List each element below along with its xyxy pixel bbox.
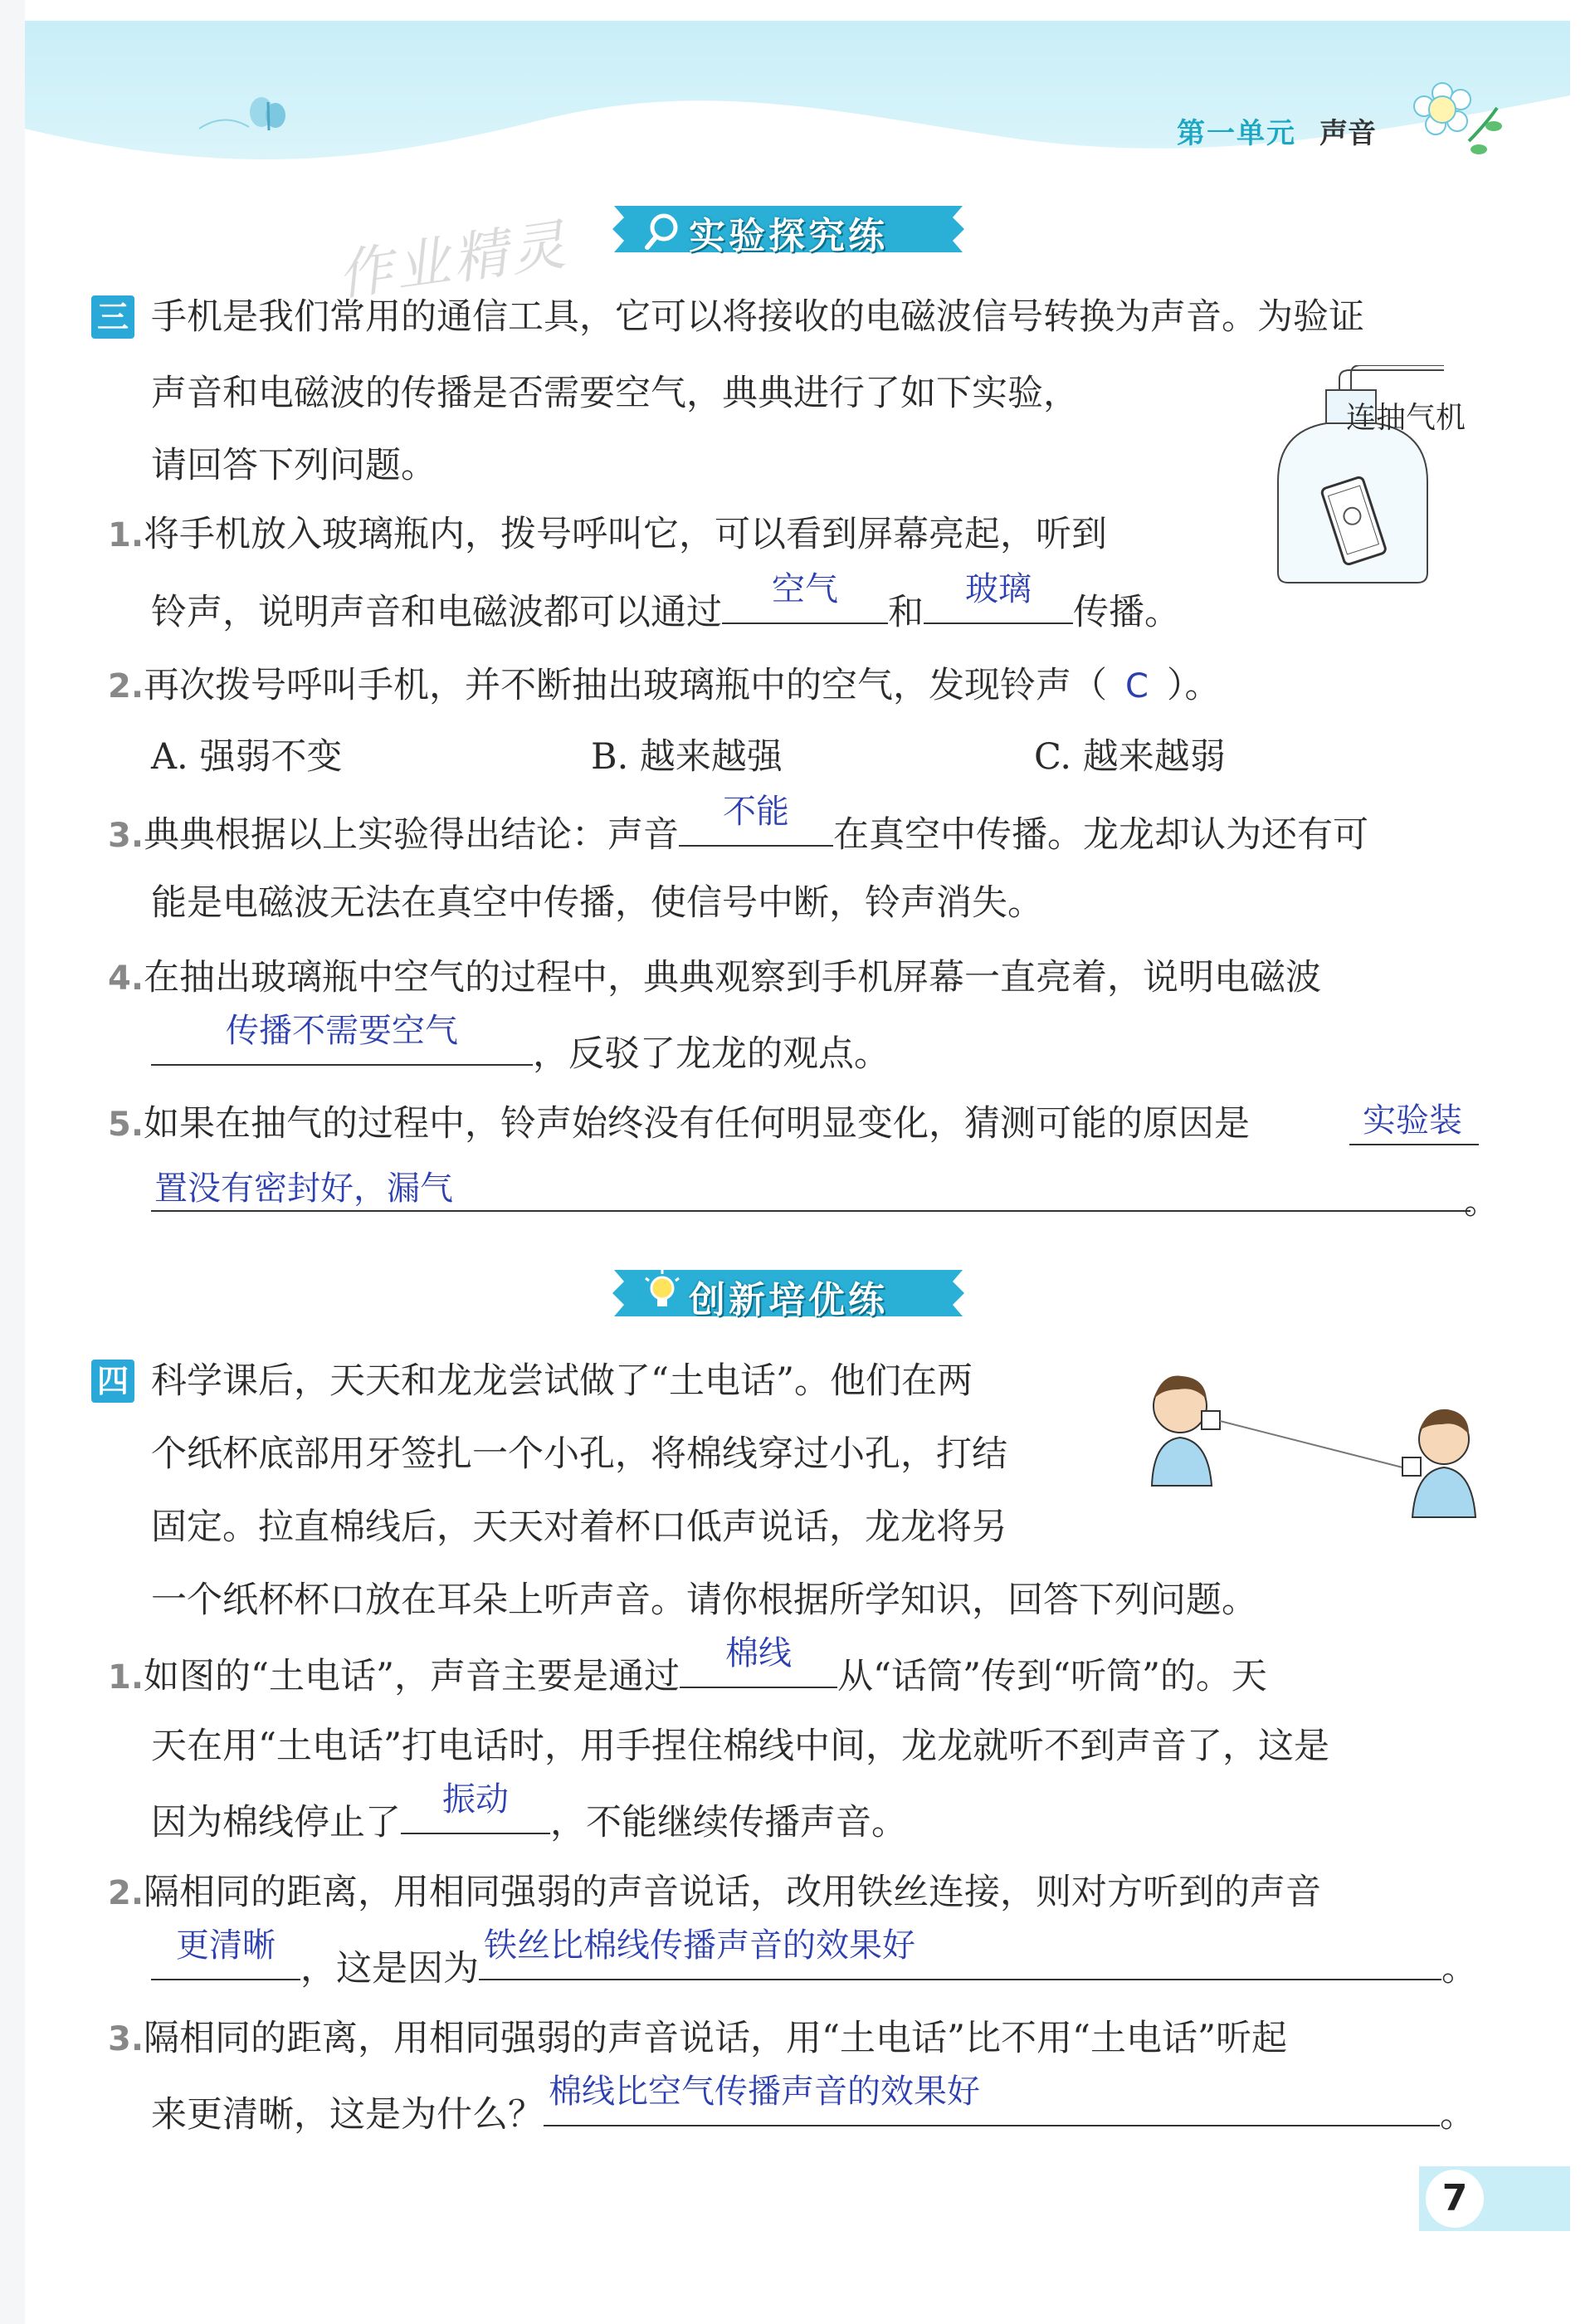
q4-s3-number: 3. — [108, 2020, 144, 2058]
tin-can-phone-figure — [1129, 1361, 1494, 1527]
page-edge — [0, 0, 25, 2324]
watermark: 作业精灵 — [333, 212, 573, 309]
q3-s1-blank1[interactable] — [722, 570, 888, 624]
q4-s3-answer: 棉线比空气传播声音的效果好 — [549, 2073, 980, 2111]
q4-intro-line3: 固定。拉直棉线后，天天对着杯口低声说话，龙龙将另 — [151, 1506, 1007, 1548]
q4-s3-blank[interactable] — [544, 2073, 1440, 2126]
innovation-banner-text: 创新培优练 — [689, 1279, 888, 1321]
q4-intro-line4: 一个纸杯杯口放在耳朵上听声音。请你根据所学知识，回答下列问题。 — [151, 1579, 1257, 1621]
q4-s1-text4: ，不能继续传播声音。 — [550, 1802, 907, 1843]
q4-s3-text2: 来更清晰，这是为什么？ — [151, 2094, 544, 2136]
q3-s1-line1 — [108, 510, 1107, 560]
q3-s4-text1: 在抽出玻璃瓶中空气的过程中，典典观察到手机屏幕一直亮着，说明电磁波 — [144, 957, 1322, 998]
q4-s2-text2: ，这是因为 — [300, 1948, 479, 1990]
q3-s3-text1: 典典根据以上实验得出结论：声音 — [144, 814, 680, 856]
q4-s1-line2: 天在用“土电话”打电话时，用手捏住棉线中间，龙龙就听不到声音了，这是 — [151, 1726, 1329, 1767]
q3-s4-line1 — [108, 953, 1321, 1003]
q3-s3-blank[interactable] — [679, 793, 833, 847]
q4-s3-line2 — [151, 2073, 1475, 2140]
q3-s5-text1: 如果在抽气的过程中，铃声始终没有任何明显变化，猜测可能的原因是 — [144, 1103, 1251, 1145]
q3-s5-rule2 — [151, 1210, 1471, 1212]
experiment-banner-text: 实验探究练 — [689, 215, 888, 257]
q3-s1-text2: 铃声，说明声音和电磁波都可以通过 — [151, 592, 722, 633]
experiment-banner — [606, 199, 971, 259]
q4-s2-blank2[interactable] — [479, 1926, 1441, 1980]
q3-s2-close: ）。 — [1166, 665, 1221, 706]
q3-intro-line3: 请回答下列问题。 — [151, 445, 437, 486]
question-4-badge: 四 — [91, 1360, 134, 1403]
q3-s2-answer: C — [1125, 667, 1149, 706]
q3-s1-answer1: 空气 — [772, 570, 838, 608]
unit-title: 声音 — [1319, 117, 1376, 150]
q4-s3-line1 — [108, 2014, 1287, 2064]
q3-s2-number: 2. — [108, 667, 144, 706]
q4-s1-answer1: 棉线 — [725, 1634, 792, 1672]
q3-s1-text3: 传播。 — [1073, 592, 1180, 633]
q4-s2-number: 2. — [108, 1874, 144, 1912]
butterfly-icon — [191, 79, 299, 145]
q3-s1-line2 — [151, 570, 1180, 637]
q4-s1-blank2[interactable] — [401, 1780, 550, 1834]
flower-icon — [1411, 75, 1510, 166]
page-number: 7 — [1426, 2170, 1484, 2228]
q3-s3-line2: 能是电磁波无法在真空中传播，使信号中断，铃声消失。 — [151, 882, 1043, 924]
q4-s2-answer1: 更清晰 — [176, 1926, 276, 1965]
q4-intro-line2: 个纸杯底部用牙签扎一个小孔，将棉线穿过小孔，打结 — [151, 1433, 1007, 1475]
q3-s2-text: 再次拨号呼叫手机，并不断抽出玻璃瓶中的空气，发现铃声（ — [144, 665, 1108, 706]
q3-s4-answer: 传播不需要空气 — [226, 1012, 458, 1050]
q4-s1-number: 1. — [108, 1658, 144, 1697]
q3-s3-line1 — [108, 793, 1369, 861]
q4-s2-line1 — [108, 1868, 1321, 1918]
q3-s4-line2 — [151, 1012, 890, 1079]
q3-s3-answer: 不能 — [723, 793, 790, 831]
q4-s2-line2 — [151, 1926, 1477, 1994]
q3-s1-and: 和 — [888, 592, 924, 633]
q3-s2-option-c[interactable]: C. 越来越弱 — [1034, 736, 1226, 778]
question-3-badge: 三 — [91, 295, 134, 339]
q3-s5-answer-part1: 实验装 — [1363, 1101, 1462, 1140]
q4-s2-blank1[interactable] — [151, 1926, 300, 1980]
q3-intro-line2: 声音和电磁波的传播是否需要空气，典典进行了如下实验， — [151, 373, 1079, 414]
unit-label: 第一单元 — [1177, 117, 1296, 150]
q4-s2-answer2: 铁丝比棉线传播声音的效果好 — [484, 1926, 915, 1965]
q4-s3-text1: 隔相同的距离，用相同强弱的声音说话，用“土电话”比不用“土电话”听起 — [144, 2018, 1287, 2059]
q3-s4-blank[interactable] — [151, 1012, 533, 1066]
q3-s2-option-b[interactable]: B. 越来越强 — [591, 736, 783, 778]
q3-s1-answer2: 玻璃 — [965, 570, 1032, 608]
q3-s2-option-a[interactable]: A. 强弱不变 — [151, 736, 343, 778]
q3-s5-rule1 — [1349, 1144, 1479, 1145]
header-band — [25, 21, 1570, 195]
q4-s2-text1: 隔相同的距离，用相同强弱的声音说话，改用铁丝连接，则对方听到的声音 — [144, 1872, 1322, 1913]
innovation-banner — [606, 1263, 971, 1323]
q4-s1-blank1[interactable] — [680, 1634, 837, 1688]
q3-s4-number: 4. — [108, 959, 144, 998]
q3-s4-text2: ，反驳了龙龙的观点。 — [533, 1033, 890, 1075]
q4-s1-line1 — [108, 1634, 1267, 1702]
q3-s5-number: 5. — [108, 1106, 144, 1144]
q4-s1-line3 — [151, 1780, 907, 1848]
q4-s1-answer2: 振动 — [442, 1780, 509, 1819]
q3-s2-line — [108, 661, 1220, 711]
q3-s3-number: 3. — [108, 817, 144, 855]
q3-intro-line1: 手机是我们常用的通信工具，它可以将接收的电磁波信号转换为声音。为验证 — [151, 296, 1364, 338]
q4-s1-text1: 如图的“土电话”，声音主要是通过 — [144, 1656, 680, 1697]
q3-s5-answer-part2[interactable]: 置没有密封好，漏气 — [154, 1169, 453, 1208]
q4-s1-text3: 因为棉线停止了 — [151, 1802, 401, 1843]
q3-s5-end: 。 — [1464, 1181, 1500, 1223]
q3-s1-number: 1. — [108, 516, 144, 554]
q4-s1-text2: 从“话筒”传到“听筒”的。天 — [837, 1656, 1267, 1697]
q4-intro-line1: 科学课后，天天和龙龙尝试做了“土电话”。他们在两 — [151, 1360, 973, 1402]
jar-figure-label: 连抽气机 — [1346, 401, 1466, 435]
q3-s5-line1 — [108, 1099, 1250, 1150]
q4-s2-end: 。 — [1441, 1948, 1477, 1990]
q4-s3-end: 。 — [1440, 2094, 1475, 2136]
q3-s1-text1: 将手机放入玻璃瓶内，拨号呼叫它，可以看到屏幕亮起，听到 — [144, 514, 1108, 555]
q3-s3-text2: 在真空中传播。龙龙却认为还有可 — [833, 814, 1369, 856]
q3-s1-blank2[interactable] — [924, 570, 1073, 624]
